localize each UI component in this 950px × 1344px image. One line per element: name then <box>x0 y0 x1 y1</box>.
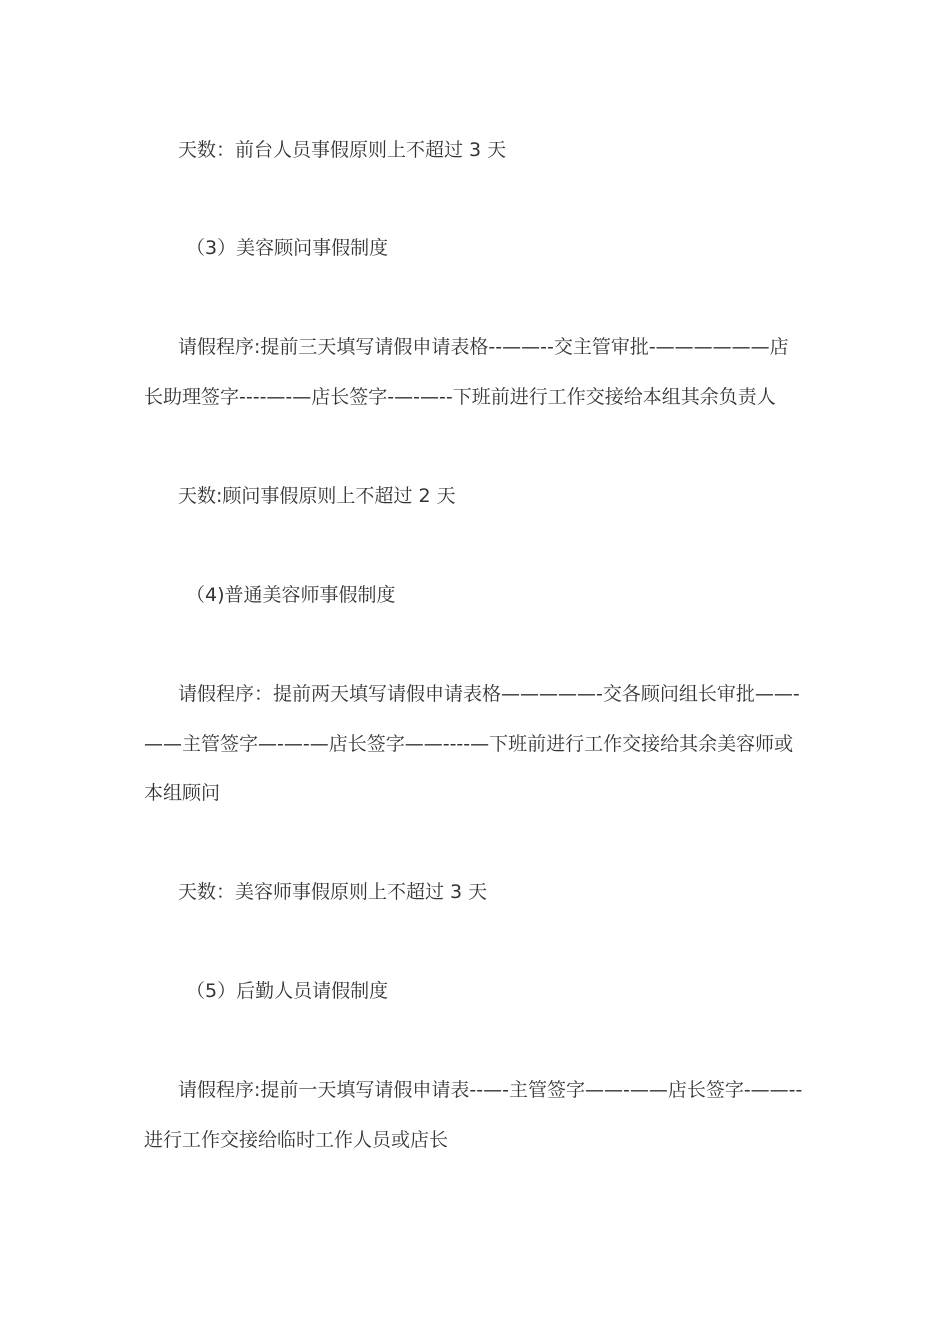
paragraph-beautician-days: 天数：美容师事假原则上不超过 3 天 <box>178 881 488 903</box>
paragraph-front-desk-days: 天数：前台人员事假原则上不超过 3 天 <box>178 139 507 161</box>
section-heading-beauty-consultant: （3）美容顾问事假制度 <box>186 237 389 259</box>
paragraph-logistics-procedure: 请假程序:提前一天填写请假申请表--—-主管签字——-——店长签字-——--进行工作交接给临时工作人员或店长 <box>144 1079 803 1151</box>
paragraph-consultant-days: 天数:顾问事假原则上不超过 2 天 <box>178 485 456 507</box>
paragraph-beautician-procedure: 请假程序：提前两天填写请假申请表格—————-交各顾问组长审批——-——主管签字—-—-—店长签字——----—下班前进行工作交接给其余美容师或本组顾问 <box>144 683 800 804</box>
section-heading-beautician: （4)普通美容师事假制度 <box>186 584 396 606</box>
paragraph-consultant-procedure: 请假程序:提前三天填写请假申请表格--——--交主管审批-——————店长助理签字----—-—店长签字-—-—--下班前进行工作交接给本组其余负责人 <box>144 336 789 408</box>
section-heading-logistics: （5）后勤人员请假制度 <box>186 980 389 1002</box>
